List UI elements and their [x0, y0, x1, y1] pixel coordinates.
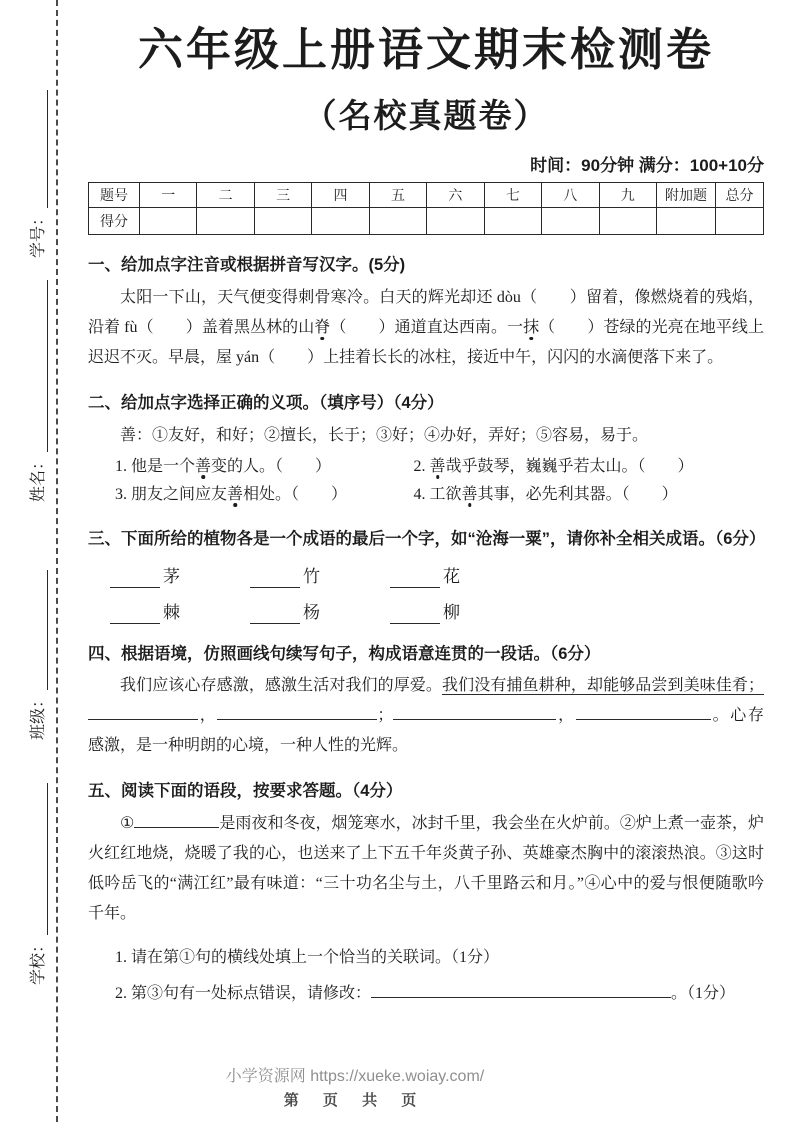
separator: ，: [556, 707, 576, 725]
plant-character: 花: [443, 566, 460, 586]
question-3-cell: [110, 602, 250, 624]
plant-character: 杨: [303, 602, 320, 622]
score-header-cell: 三: [254, 183, 311, 208]
question-2-gloss: 善：①友好，和好；②擅长，长于；③好；④办好，弄好；⑤容易，易于。: [120, 426, 649, 444]
question-2-item: 3. 朋友之间应友善相处。（ ）: [115, 485, 348, 503]
question-3-cell: [250, 566, 390, 588]
student-id-label: 学号：: [30, 209, 47, 258]
score-header-cell: 总分: [716, 183, 764, 208]
score-header-cell: 八: [542, 183, 599, 208]
question-4-underlined-model-sentence: 我们没有捕鱼耕种，却能够品尝到美味佳肴；: [442, 677, 764, 695]
student-id-field: [14, 90, 48, 258]
answer-blank: [250, 605, 300, 624]
question-5-passage: [88, 809, 764, 929]
score-header-cell: 四: [312, 183, 369, 208]
plant-character: 柳: [443, 602, 460, 622]
plant-character: 棘: [163, 602, 180, 622]
student-name-field: [14, 280, 48, 502]
plant-character: 茅: [163, 566, 180, 586]
answer-blank: [134, 810, 219, 828]
question-1-heading: 一、给加点字注音或根据拼音写汉字。(5分): [88, 256, 406, 275]
question-5-sub-2-text: 2. 第③句有一处标点错误，请修改：: [115, 985, 372, 1002]
question-2-heading: 二、给加点字选择正确的义项。（填序号）（4分）: [88, 394, 444, 412]
question-5-heading: 五、阅读下面的语段，按要求答题。（4分）: [88, 782, 403, 801]
student-name-blank-line: [45, 280, 48, 452]
separator: ，: [198, 707, 218, 725]
answer-blank: [576, 702, 711, 720]
score-cell-empty: [254, 208, 311, 235]
question-3-row: [88, 566, 764, 588]
score-header-cell: 一: [140, 183, 197, 208]
score-table-score-row: [89, 208, 764, 235]
question-5-sub-1: 1. 请在第①句的横线处填上一个恰当的关联词。（1分）: [115, 949, 500, 966]
answer-blank: [110, 569, 160, 588]
score-cell-empty: [657, 208, 716, 235]
score-cell-empty: [369, 208, 426, 235]
question-4-tail-text: 心存感激，是一种明朗的心境，一种人性的光辉。: [88, 707, 764, 755]
score-cell-empty: [197, 208, 254, 235]
student-id-blank-line: [45, 90, 48, 208]
score-cell-empty: [599, 208, 657, 235]
question-3-cell: [250, 602, 390, 624]
question-1-body: 太阳一下山，天气便变得刺骨寒冷。白天的辉光却还 dòu（ ）留着，像燃烧着的残焰，沿着 fù（ ）盖着黑丛林的山脊（ ）通道直达西南。一抹（ ）苍绿的光亮在地平线上迟迟不灭。早晨，屋 yán（ ）上挂着长长的冰柱，接近中午，闪闪的水滴便落下来了。: [88, 289, 764, 366]
score-table: [88, 182, 764, 235]
question-2-item: 4. 工欲善其事，必先利其器。（ ）: [413, 485, 678, 503]
question-5-passage-text: 是雨夜和冬夜，烟笼寒水，冰封千里，我会坐在火炉前。②炉上煮一壶茶，炉火红红地烧，烧暖了我的心，也送来了上下五千年炎黄子孙、英雄豪杰胸中的滚滚热浪。③这时低吟岳飞的“满江红”最有味道：“三十功名尘与土，八千里路云和月。”④心中的爱与恨便随歌吟千年。: [88, 815, 764, 922]
score-header-cell: 二: [197, 183, 254, 208]
school-field: [14, 783, 48, 985]
separator: ；: [377, 707, 394, 725]
answer-blank: [390, 605, 440, 624]
score-header-cell: 附加题: [657, 183, 716, 208]
page-footer: [150, 1063, 560, 1110]
answer-blank: [88, 702, 198, 720]
question-2-item: 1. 他是一个善变的人。（ ）: [115, 457, 332, 475]
student-name-label: 姓名：: [30, 453, 47, 502]
score-cell-empty: [716, 208, 764, 235]
question-3-cell: [390, 602, 530, 624]
question-4-lead-text: 我们应该心存感激，感激生活对我们的厚爱。: [120, 677, 443, 695]
sentence-number: ①: [120, 815, 135, 832]
score-cell-empty: [312, 208, 369, 235]
score-cell-empty: [140, 208, 197, 235]
answer-blank: [371, 980, 671, 998]
score-header-cell: 五: [369, 183, 426, 208]
page-number-text: 第 页 共 页: [283, 1092, 427, 1109]
answer-blank: [390, 569, 440, 588]
score-row-label: 得分: [89, 208, 140, 235]
answer-blank: [217, 702, 377, 720]
score-header-cell: 题号: [89, 183, 140, 208]
answer-blank: [250, 569, 300, 588]
exam-title: 六年级上册语文期末检测卷: [137, 24, 714, 75]
question-3-cell: [110, 566, 250, 588]
question-3-cell: [390, 566, 530, 588]
score-cell-empty: [427, 208, 484, 235]
score-header-cell: 六: [427, 183, 484, 208]
school-blank-line: [45, 783, 48, 935]
question-3-row: [88, 602, 764, 624]
question-4-body: [88, 671, 764, 761]
score-header-cell: 九: [599, 183, 657, 208]
answer-blank: [393, 702, 556, 720]
binding-fold-dashed-line: [56, 0, 58, 1122]
question-5-sub-2: [88, 979, 764, 1009]
class-blank-line: [45, 570, 48, 690]
source-website-text: 小学资源网 https://xueke.woiay.com/: [225, 1068, 485, 1085]
score-cell-empty: [542, 208, 599, 235]
time-and-score-info: 时间：90分钟 满分：100+10分: [530, 156, 764, 176]
separator: 。: [710, 707, 731, 725]
question-5-sub-2-suffix: 。（1分）: [671, 985, 736, 1002]
school-label: 学校：: [30, 936, 47, 985]
score-header-cell: 七: [484, 183, 541, 208]
score-table-header-row: [89, 183, 764, 208]
exam-content: [88, 22, 764, 1009]
exam-subtitle: （名校真题卷）: [303, 97, 549, 135]
plant-character: 竹: [303, 566, 320, 586]
question-2-items: [88, 453, 764, 509]
question-3-heading: 三、下面所给的植物各是一个成语的最后一个字，如“沧海一粟”，请你补全相关成语。（6分）: [88, 529, 766, 548]
class-field: [14, 570, 48, 740]
answer-blank: [110, 605, 160, 624]
question-4-heading: 四、根据语境，仿照画线句续写句子，构成语意连贯的一段话。（6分）: [88, 644, 601, 663]
question-2-item: 2. 善哉乎鼓琴，巍巍乎若太山。（ ）: [413, 457, 694, 475]
class-label: 班级：: [30, 691, 47, 740]
score-cell-empty: [484, 208, 541, 235]
